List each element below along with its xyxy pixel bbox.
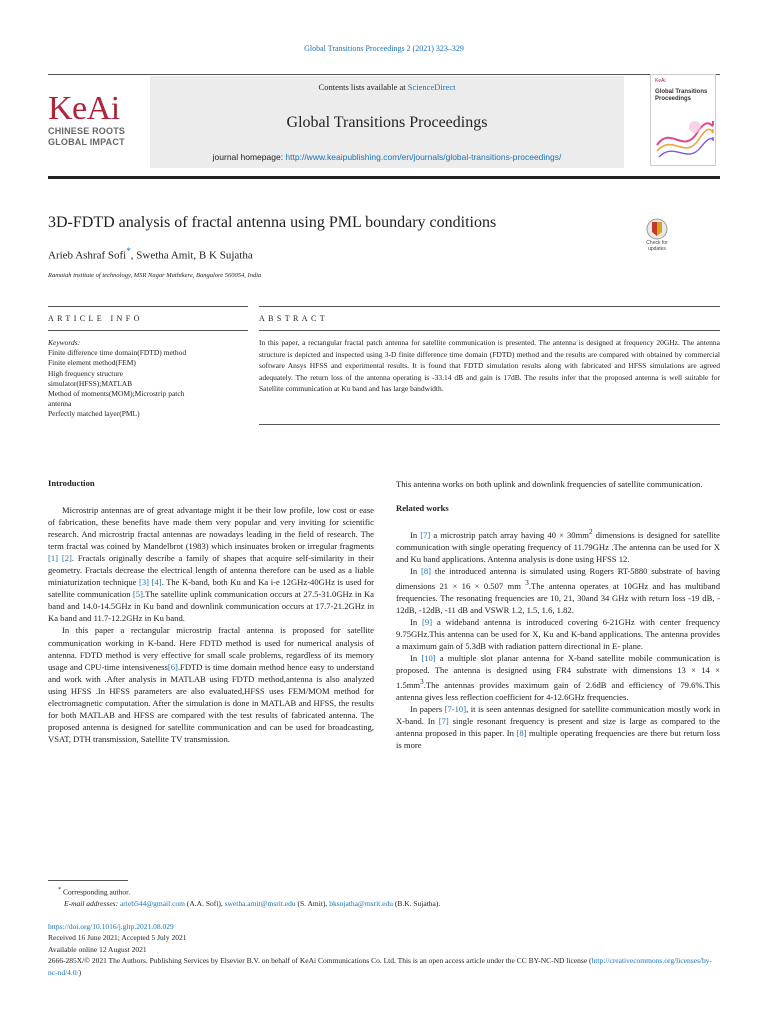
- text-run: single resonant frequency is present and size is large as compared to the antenna proposed in this paper. In: [396, 716, 720, 739]
- paper-title: 3D-FDTD analysis of fractal antenna using PML boundary conditions: [48, 214, 497, 231]
- keyword-item: Method of moments(MOM);Microstrip patch: [48, 389, 185, 399]
- related-paragraph-5: [396, 703, 720, 751]
- corresponding-author-marker: *: [58, 886, 62, 893]
- keai-logo-tagline-2: GLOBAL IMPACT: [48, 137, 125, 147]
- corresponding-author-marker[interactable]: *: [126, 246, 131, 256]
- article-info-heading: ARTICLE INFO: [48, 314, 143, 323]
- sciencedirect-link[interactable]: ScienceDirect: [407, 82, 456, 92]
- article-info-top-rule: [48, 306, 248, 307]
- superscript: 3: [420, 678, 424, 687]
- text-run: 2666-285X/© 2021 The Authors. Publishing Services by Elsevier B.V. on behalf of KeAi Communications Co. Ltd. This is an open access article under the CC BY-NC-ND license (: [48, 956, 592, 966]
- text-run: a multiple slot planar antenna for X-band satellite mobile communication is proposed. The antenna is designed using FR4 substrate with dimensions 13 × 14 × 1.5mm: [396, 653, 721, 691]
- text-run: .The antennas provides maximum gain of 2.6dB and efficiency of 79.6%.This antenna gives less reflection coefficient for 4-12.6GHz frequencies.: [396, 680, 720, 703]
- right-column: [396, 478, 720, 752]
- cover-art-icon: [651, 75, 717, 167]
- license-statement: [48, 955, 720, 978]
- keyword-item: Finite difference time domain(FDTD) method: [48, 348, 187, 358]
- article-info-heading-rule: [48, 330, 248, 331]
- keai-logo-word: KeAi: [48, 90, 120, 127]
- email-link[interactable]: arieb544@gmail.com: [119, 899, 185, 909]
- journal-reference[interactable]: Global Transitions Proceedings 2 (2021) 323–329: [304, 44, 464, 53]
- available-online-date: Available online 12 August 2021: [48, 944, 147, 954]
- citation-link[interactable]: [7-10]: [444, 704, 467, 715]
- homepage-line: [150, 152, 624, 162]
- email-addresses: [48, 898, 720, 910]
- citation-link[interactable]: [9]: [422, 617, 433, 628]
- text-run: ): [78, 968, 82, 978]
- homepage-link[interactable]: http://www.keaipublishing.com/en/journals/global-transitions-proceedings/: [285, 152, 562, 162]
- introduction-body: [48, 504, 374, 745]
- keyword-item: Perfectly matched layer(PML): [48, 409, 140, 419]
- footnote-rule: [48, 880, 128, 881]
- text-run: the introduced antenna is simulated using Rogers RT-5880 substrate of having dimensions 21 × 16 × 0.507 mm: [396, 566, 720, 591]
- doi-link[interactable]: https://doi.org/10.1016/j.gltp.2021.08.029: [48, 921, 174, 931]
- citation-link[interactable]: [3]: [138, 577, 150, 588]
- author-name: Arieb Ashraf Sofi: [48, 249, 127, 262]
- citation-link[interactable]: [8]: [516, 728, 527, 739]
- footnotes: [48, 884, 720, 979]
- journal-title: Global Transitions Proceedings: [286, 114, 488, 131]
- keai-logo-tagline-1: CHINESE ROOTS: [48, 126, 126, 136]
- cover-brand: KeAi: [655, 78, 666, 84]
- received-dates: Received 16 June 2021; Accepted 5 July 2021: [48, 933, 187, 943]
- text-run: Corresponding author.: [63, 887, 131, 897]
- journal-cover-thumbnail[interactable]: [650, 74, 716, 166]
- text-run: In papers: [410, 704, 445, 715]
- citation-link[interactable]: [10]: [421, 653, 436, 664]
- contents-line: [150, 82, 624, 92]
- text-run: a microstrip patch array having 40 × 30mm: [430, 529, 589, 540]
- homepage-label: journal homepage:: [212, 152, 286, 162]
- abstract-text: In this paper, a rectangular fractal patch antenna for satellite communication is presented. The antenna is designed at frequency 20GHz. The antenna structure is depicted and inspected using 3-D finite difference time domain (FDTD) method and the results are compared with obtained by commercial software Ansys HFSS and experimental results. It is found that FDTD simulation results along with fabricated and HFSS simulations are agreed adequately. The return loss of the antenna operating is -33.14 dB and gain is 17dB. The results infer that the proposed antenna is well suitable for Satellite communication at Ku band and has large bandwidth.: [259, 338, 720, 394]
- superscript: 2: [588, 528, 593, 537]
- keywords-label: Keywords:: [48, 338, 81, 347]
- introduction-heading: Introduction: [48, 478, 95, 488]
- author-list: [48, 246, 253, 262]
- header-bottom-rule: [48, 176, 720, 179]
- abstract-heading-rule: [259, 330, 720, 331]
- related-paragraph-1: [396, 526, 720, 565]
- related-paragraph-2: [396, 565, 720, 616]
- cover-title: Global Transitions Proceedings: [655, 89, 708, 102]
- citation-link[interactable]: [6]: [167, 661, 178, 672]
- related-paragraph-3: [396, 616, 720, 652]
- keyword-item: antenna: [48, 399, 72, 409]
- text-run: In: [410, 617, 423, 628]
- crossmark-label: Check for updates: [646, 240, 668, 252]
- superscript: 3: [525, 579, 529, 588]
- header-top-rule: [48, 74, 720, 75]
- text-run: .The satellite uplink communication occurs at 27.5-31.0GHz in Ka band and 14.0-14.5GHz in Ku band and downlink communication occurs at 17.7-21.2GHz in Ka band and 11.7-12.2GHz in Ku band.: [48, 589, 374, 624]
- related-works-heading: Related works: [396, 503, 449, 514]
- keai-logo[interactable]: [48, 92, 134, 148]
- text-run: (S. Amit),: [295, 899, 330, 909]
- citation-link[interactable]: [7]: [420, 529, 431, 540]
- citation-link[interactable]: [4]: [151, 577, 162, 588]
- text-run: (A.A. Sofi),: [184, 899, 225, 909]
- keyword-item: Finite element method(FEM): [48, 358, 136, 368]
- text-run: In: [410, 653, 422, 664]
- text-run: , it is seen antennas designed for satellite communication mostly work in X-band. In: [396, 704, 720, 727]
- text-run: In this paper a rectangular microstrip fractal antenna is proposed for satellite communication working in K-band. Here FDTD method is used for numerical analysis of antenna. FDTD method is very effective for small scale problems, regardless of its memory usage and CPU-time intensiveness: [48, 625, 374, 672]
- intro-paragraph-1: [48, 504, 374, 624]
- email-link[interactable]: swetha.amit@msrit.edu: [224, 899, 296, 909]
- text-run: .The antenna operates at 10GHz and has multiband frequencies. The resonating frequencies are 10, 21, 30and 34 GHz with return loss -19 dB, - 12dB, -12dB, -11 dB and VSWR 1.2, 1.5, 1.6, 1.82.: [396, 581, 720, 616]
- related-works-body: [396, 526, 720, 751]
- email-link[interactable]: bksujatha@msrit.edu: [329, 899, 393, 909]
- keywords-block: [48, 338, 248, 420]
- abstract-bottom-rule: [259, 424, 720, 425]
- text-run: In: [410, 566, 421, 577]
- citation-link[interactable]: [1]: [48, 553, 59, 564]
- keyword-item: High frequency structure: [48, 368, 123, 378]
- email-label: E-mail addresses:: [64, 899, 120, 909]
- text-run: (B.K. Sujatha).: [392, 899, 441, 909]
- text-run: . The K-band, both Ku and Ka i-e 12GHz-40GHz is used for satellite communication: [48, 577, 374, 600]
- license-link[interactable]: http://creativecommons.org/licenses/by-nc-nd/4.0/: [48, 956, 713, 978]
- text-run: In: [410, 529, 421, 540]
- text-run: . Fractals originally describe a family of shapes that acquire self-similarity in their geometry. Fractals decrease the electrical length of antenna therefore can be used as a liable miniaturization technique: [48, 553, 375, 588]
- intro-paragraph-2: [48, 624, 374, 744]
- text-run: .FDTD is time domain method hence easy to understand and work with .After analysis in MATLAB using FDTD method,antenna is also analyzed using HFSS .In HFSS parameters are also evaluated,HFSS uses FEM/MOM method for electromagnetic computation. After the simulation is done in MATLAB and HFSS, the results for both MATLAB and HFSS are compared with the test results of fabricated antenna. The proposed antenna is designed for satellite communication and can be used for broadcasting, VSAT, DTH transmission, Satellite TV transmission.: [48, 661, 374, 744]
- author-names-rest: , Swetha Amit, B K Sujatha: [130, 249, 253, 262]
- affiliation: Ramaiah institute of technology, MSR Nagar Mathikere, Bangalore 560054, India: [48, 272, 262, 279]
- text-run: multiple operating frequencies are there but return loss is more: [396, 728, 720, 751]
- text-run: Microstrip antennas are of great advantage might it be their low profile, low cost or ease of fabrication, these benefits have made them very popular and very inviting for scientific research. And microstrip fractal antennas are nowadays leading in the field of research. The term fractal was coined by Mandelbrot (1983) which insinuates broken or irregular fragments: [48, 505, 374, 552]
- intro-continuation: This antenna works on both uplink and downlink frequencies of satellite communication.: [396, 479, 703, 489]
- citation-link[interactable]: [7]: [438, 716, 449, 727]
- abstract-top-rule: [259, 306, 720, 307]
- citation-link[interactable]: [5]: [132, 589, 143, 600]
- text-run: dimensions is designed for satellite communication with single operating frequency of 11.79GHz .The antenna can be used for X and Ku band applications. Antenna analysis is done using HFSS 12.: [396, 529, 720, 565]
- contents-prefix: Contents lists available at: [318, 82, 408, 92]
- keyword-item: simulator(HFSS);MATLAB: [48, 378, 133, 388]
- abstract-heading: ABSTRACT: [259, 314, 328, 323]
- citation-link[interactable]: [8]: [420, 566, 432, 577]
- corresponding-author-note: [48, 884, 720, 898]
- check-for-updates-badge[interactable]: [640, 218, 674, 256]
- related-paragraph-4: [396, 652, 720, 703]
- text-run: a wideband antenna is introduced covering 6-21GHz with center frequency 9.75GHz.This antenna can be used for X, Ku and K-band applications. The antenna provides a maximum gain of 5.3dB with radiation pattern directional in E- plane.: [396, 617, 720, 652]
- citation-link[interactable]: [2]: [61, 553, 72, 564]
- crossmark-icon: [640, 218, 674, 240]
